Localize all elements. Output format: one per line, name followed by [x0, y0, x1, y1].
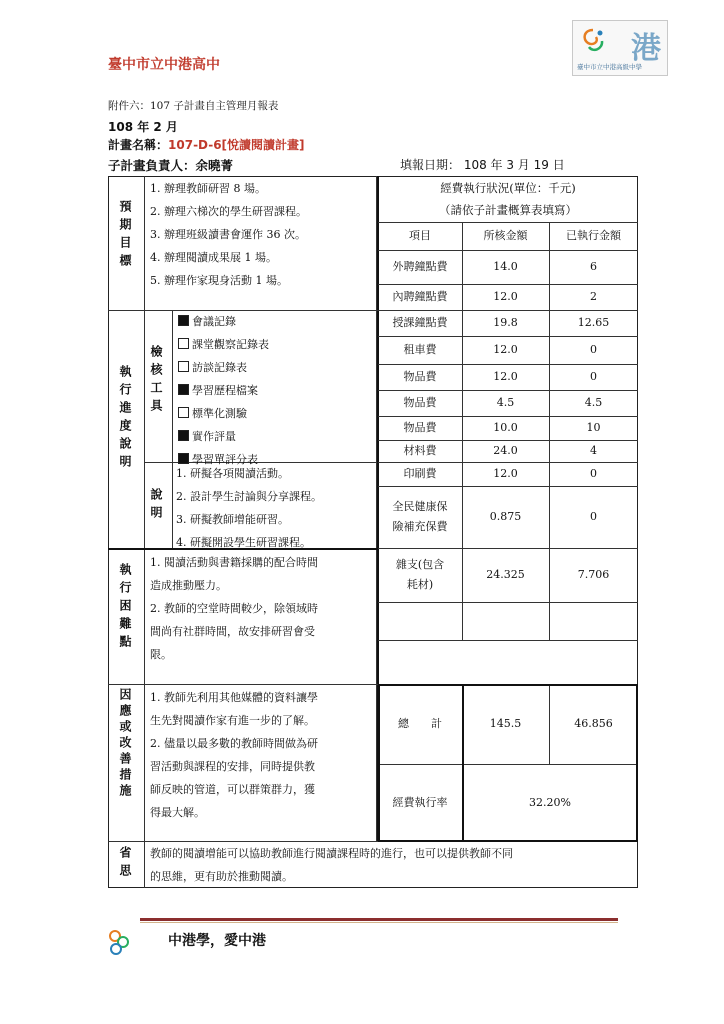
checkbox-empty-icon — [178, 338, 189, 349]
budget-row-item: 物品費 — [403, 370, 437, 383]
budget-total-label: 總 計 — [398, 717, 442, 730]
footer-slogan: 中港學，愛中港 — [168, 933, 266, 949]
reflection-line: 教師的閱讀增能可以協助教師進行閱讀課程時的進行，也可以提供教師不同 — [150, 847, 513, 860]
solution-label: 因應或改善措施 — [118, 688, 132, 800]
report-date: 填報日期： 108 年 3 月 19 日 — [400, 158, 565, 172]
goal-item: 4. 辦理閱讀成果展 1 場。 — [150, 251, 277, 264]
budget-row-item: 雜支(包含 耗材) — [395, 558, 445, 591]
solution-line: 2. 儘量以最多數的教師時間做為研 — [150, 737, 318, 750]
budget-row-spent: 6 — [590, 260, 597, 273]
difficulty-line: 1. 閱讀活動與書籍採購的配合時間 — [150, 556, 318, 569]
tool-label: 課堂觀察記錄表 — [192, 338, 269, 351]
footer-logo-icon — [106, 928, 132, 958]
responsible-person: 子計畫負責人：余曉菁 — [108, 158, 234, 173]
explain-item: 3. 研擬教師增能研習。 — [176, 513, 289, 526]
budget-row-item: 物品費 — [403, 396, 437, 409]
budget-row-item: 外聘鐘點費 — [392, 260, 448, 273]
tool-item — [178, 425, 269, 448]
goal-item: 5. 辦理作家現身活動 1 場。 — [150, 274, 288, 287]
checkbox-checked-icon — [178, 315, 189, 326]
difficulty-text — [150, 551, 318, 666]
budget-row-approved: 4.5 — [496, 396, 515, 409]
solution-line: 師反映的管道，可以群策群力，獲 — [150, 783, 315, 796]
explain-item: 4. 研擬開設學生研習課程。 — [176, 536, 311, 549]
budget-title: 經費執行狀況(單位：千元) — [440, 181, 576, 195]
budget-row-spent: 12.65 — [577, 316, 610, 329]
budget-col-item: 項目 — [409, 229, 431, 242]
budget-row-item: 內聘鐘點費 — [392, 290, 448, 303]
reflection-line: 的思維，更有助於推動閱讀。 — [150, 870, 293, 883]
budget-rate-value: 32.20% — [529, 796, 571, 809]
checkbox-checked-icon — [178, 430, 189, 441]
solution-text — [150, 686, 318, 824]
tools-list — [178, 310, 269, 471]
solution-line: 習活動與課程的安排，同時提供教 — [150, 760, 315, 773]
checkbox-empty-icon — [178, 361, 189, 372]
budget-row-item: 租車費 — [403, 343, 437, 356]
logo-glyph: 港 — [631, 31, 661, 66]
budget-row-spent: 0 — [590, 467, 597, 480]
plan-name — [108, 136, 305, 153]
reflection-label: 省思 — [118, 846, 132, 882]
explain-item: 2. 設計學生討論與分享課程。 — [176, 490, 322, 503]
reflection-text — [150, 842, 513, 888]
budget-row-item: 授課鐘點費 — [392, 316, 448, 329]
goal-item: 2. 辦理六梯次的學生研習課程。 — [150, 205, 307, 218]
tool-item — [178, 379, 269, 402]
goal-item: 3. 辦理班級讀書會運作 36 次。 — [150, 228, 306, 241]
budget-row-spent: 10 — [586, 421, 601, 434]
budget-rate-label: 經費執行率 — [392, 796, 448, 809]
footer-bar-accent — [140, 922, 618, 923]
tool-item — [178, 402, 269, 425]
explain-list — [176, 462, 322, 554]
budget-row-approved: 24.0 — [493, 444, 518, 457]
goals-label: 預期目標 — [118, 200, 132, 272]
budget-row-approved: 12.0 — [493, 290, 518, 303]
explain-item: 1. 研擬各項閱讀活動。 — [176, 467, 289, 480]
budget-row-approved: 19.8 — [493, 316, 518, 329]
tool-item — [178, 356, 269, 379]
school-name: 臺中市立中港高中 — [108, 57, 220, 73]
budget-total-approved: 145.5 — [489, 717, 522, 730]
annex-title: 附件六：107 子計畫自主管理月報表 — [108, 100, 279, 112]
budget-row-approved: 10.0 — [493, 421, 518, 434]
school-logo — [572, 20, 668, 76]
budget-row-spent: 4 — [590, 444, 597, 457]
budget-row-item: 印刷費 — [403, 467, 437, 480]
tool-item — [178, 333, 269, 356]
budget-row-approved: 24.325 — [486, 568, 525, 581]
checkbox-empty-icon — [178, 407, 189, 418]
tool-label: 標準化測驗 — [192, 407, 247, 420]
tool-label: 學習歷程檔案 — [192, 384, 258, 397]
tool-label: 實作評量 — [192, 430, 236, 443]
budget-row-approved: 12.0 — [493, 370, 518, 383]
difficulty-label: 執行困難點 — [118, 563, 132, 653]
difficulty-line: 限。 — [150, 648, 172, 661]
solution-line: 得最大解。 — [150, 806, 205, 819]
budget-row-spent: 2 — [590, 290, 597, 303]
difficulty-line: 間尚有社群時間，故安排研習會受 — [150, 625, 315, 638]
logo-swirl-icon — [579, 27, 607, 55]
budget-row-approved: 0.875 — [489, 510, 522, 523]
tool-label: 會議記錄 — [192, 315, 236, 328]
budget-row-approved: 14.0 — [493, 260, 518, 273]
tool-label: 訪談記錄表 — [192, 361, 247, 374]
budget-row-item: 物品費 — [403, 421, 437, 434]
logo-caption: 臺中市立中港高級中學 — [577, 63, 642, 71]
footer-bar — [140, 918, 618, 921]
plan-value: 107-D-6[悅讀閱讀計畫] — [168, 138, 305, 152]
plan-label: 計畫名稱： — [108, 138, 169, 152]
budget-row-spent: 4.5 — [584, 396, 603, 409]
tools-label: 檢核工具 — [149, 345, 163, 417]
checkbox-checked-icon — [178, 384, 189, 395]
solution-line: 1. 教師先利用其他媒體的資料讓學 — [150, 691, 318, 704]
explain-label: 說明 — [149, 488, 163, 524]
goal-item: 1. 辦理教師研習 8 場。 — [150, 182, 266, 195]
budget-row-approved: 12.0 — [493, 343, 518, 356]
budget-row-spent: 0 — [590, 370, 597, 383]
budget-row-spent: 0 — [590, 343, 597, 356]
solution-line: 生先對閱讀作家有進一步的了解。 — [150, 714, 315, 727]
difficulty-line: 造成推動壓力。 — [150, 579, 227, 592]
budget-col-approved: 所核金額 — [483, 229, 528, 242]
tool-label: 學習單評分表 — [192, 453, 258, 466]
progress-label: 執行進度說明 — [118, 365, 132, 473]
budget-subtitle: （請依子計畫概算表填寫） — [439, 203, 577, 217]
report-month: 108 年 2 月 — [108, 120, 178, 134]
budget-col-spent: 已執行金額 — [566, 229, 621, 242]
budget-row-spent: 0 — [590, 510, 597, 523]
budget-total-spent: 46.856 — [574, 717, 613, 730]
budget-row-spent: 7.706 — [577, 568, 610, 581]
difficulty-line: 2. 教師的空堂時間較少，除領域時 — [150, 602, 318, 615]
budget-row-item: 全民健康保 險補充保費 — [392, 500, 448, 533]
budget-row-item: 材料費 — [403, 444, 437, 457]
goals-list — [150, 177, 307, 292]
budget-row-approved: 12.0 — [493, 467, 518, 480]
tool-item — [178, 310, 269, 333]
